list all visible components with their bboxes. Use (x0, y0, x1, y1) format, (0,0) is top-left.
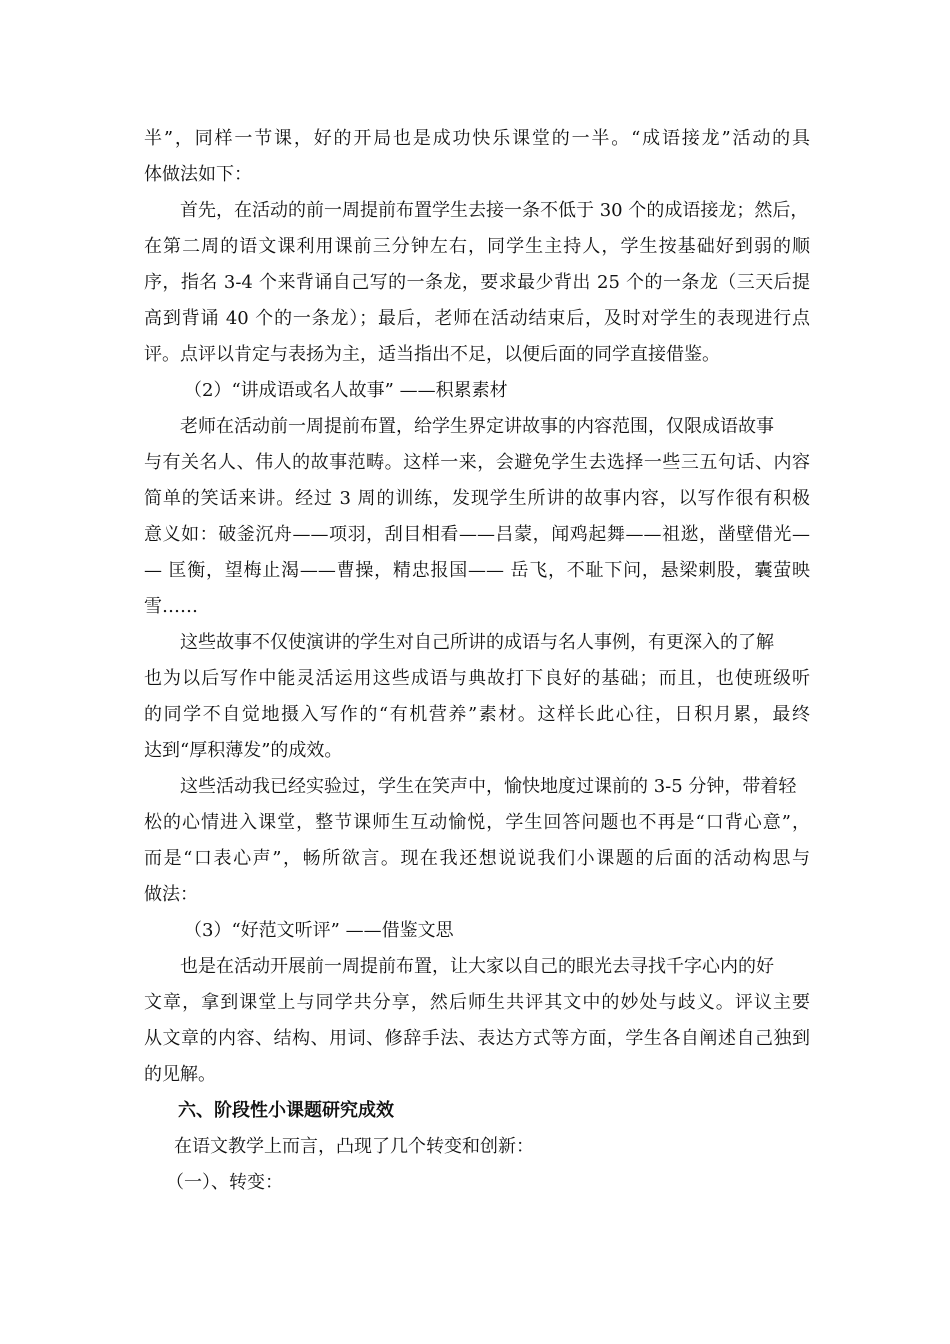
sub-heading: （一）、转变： (166, 1172, 283, 1193)
text-line: 高到背诵 40 个的一条龙）；最后，老师在活动结束后，及时对学生的表现进行点 (144, 308, 810, 329)
text-line: 在语文教学上而言，凸现了几个转变和创新： (174, 1136, 534, 1157)
text-line: 这些故事不仅使演讲的学生对自己所讲的成语与名人事例，有更深入的了解 (180, 632, 774, 653)
text-line: 序，指名 3-4 个来背诵自己写的一条龙，要求最少背出 25 个的一条龙（三天后提 (144, 272, 810, 293)
text-line: 雪…… (144, 596, 198, 617)
text-line: 从文章的内容、结构、用词、修辞手法、表达方式等方面，学生各自阐述自己独到 (144, 1028, 810, 1049)
text-line: 也是在活动开展前一周提前布置，让大家以自己的眼光去寻找千字心内的好 (180, 956, 774, 977)
text-line: 评。点评以肯定与表扬为主，适当指出不足，以便后面的同学直接借鉴。 (144, 344, 720, 365)
text-line: 在第二周的语文课利用课前三分钟左右，同学生主持人，学生按基础好到弱的顺 (144, 236, 810, 257)
text-line: — 匡衡，望梅止渴——曹操，精忠报国—— 岳飞，不耻下问，悬梁刺股，囊萤映 (144, 560, 810, 581)
sub-heading: （3）“好范文听评” ——借鉴文思 (184, 920, 454, 941)
text-line: 达到“厚积薄发”的成效。 (144, 740, 343, 761)
text-line: 而是“口表心声”，畅所欲言。现在我还想说说我们小课题的后面的活动构思与 (144, 848, 810, 869)
text-line: 老师在活动前一周提前布置，给学生界定讲故事的内容范围，仅限成语故事 (180, 416, 774, 437)
document-body (144, 121, 810, 1201)
text-line: 与有关名人、伟人的故事范畴。这样一来，会避免学生去选择一些三五句话、内容 (144, 452, 810, 473)
text-line: 的同学不自觉地摄入写作的“有机营养”素材。这样长此心往，日积月累，最终 (144, 704, 810, 725)
text-line: 松的心情进入课堂，整节课师生互动愉悦，学生回答问题也不再是“口背心意”， (144, 812, 810, 833)
text-line: 也为以后写作中能灵活运用这些成语与典故打下良好的基础；而且，也使班级听 (144, 668, 810, 689)
text-line: 文章，拿到课堂上与同学共分享，然后师生共评其文中的妙处与歧义。评议主要 (144, 992, 810, 1013)
text-line: 简单的笑话来讲。经过 3 周的训练，发现学生所讲的故事内容，以写作很有积极 (144, 488, 810, 509)
text-line: 首先，在活动的前一周提前布置学生去接一条不低于 30 个的成语接龙；然后， (180, 200, 809, 221)
text-line: 半”，同样一节课，好的开局也是成功快乐课堂的一半。“成语接龙”活动的具 (144, 128, 810, 149)
text-line: 做法： (144, 884, 198, 905)
text-line: 意义如：破釜沉舟——项羽，刮目相看——吕蒙，闻鸡起舞——祖逖，凿壁借光— (144, 524, 810, 545)
sub-heading: （2）“讲成语或名人故事” ——积累素材 (184, 380, 508, 401)
text-line: 的见解。 (144, 1064, 216, 1085)
section-heading: 六、阶段性小课题研究成效 (178, 1100, 394, 1121)
text-line: 这些活动我已经实验过，学生在笑声中，愉快地度过课前的 3-5 分钟，带着轻 (180, 776, 797, 797)
text-line: 体做法如下： (144, 164, 252, 185)
